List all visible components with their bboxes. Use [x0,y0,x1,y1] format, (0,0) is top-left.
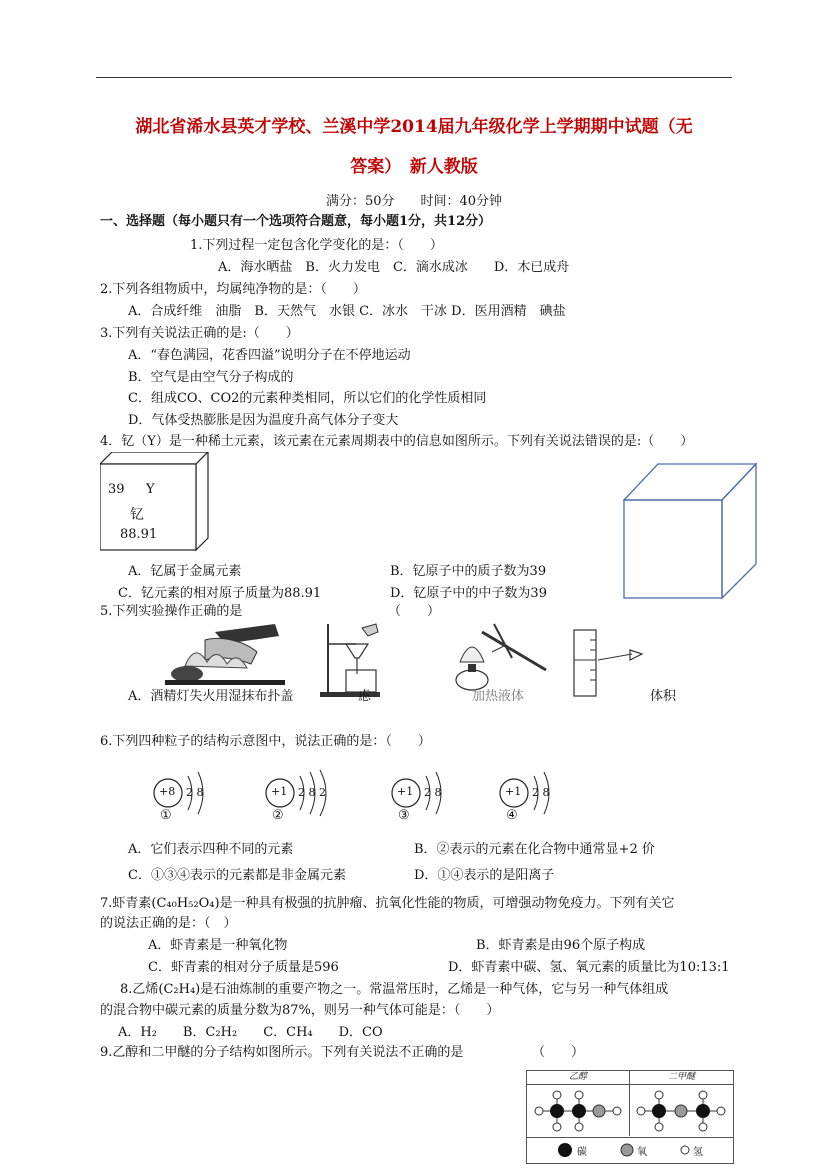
fig-filtration [318,622,388,704]
header-rule [96,77,732,78]
particle-1-label: ① [160,808,172,823]
particle-2-shells: 2 8 2 [298,786,326,799]
q5-option-d-partial: 体积 [650,689,677,704]
element-cell [100,452,210,556]
molecule-figure [526,1070,734,1164]
particle-2 [262,768,352,822]
fig-read-volume [570,628,650,704]
q4-option-d: D．钇原子中的中子数为39 [390,586,547,601]
cell-number: 39 [108,482,125,497]
q3-option-d: D．气体受热膨胀是因为温度升高气体分子变大 [128,413,399,428]
particle-2-nucleus: +1 [271,785,288,798]
q4-option-b: B．钇原子中的质子数为39 [390,564,547,579]
legend-oxygen: 氧 [637,1147,647,1158]
particle-2-label: ② [272,808,284,823]
fig-label-dimethyl-ether: 二甲醚 [630,1071,733,1085]
q4-stem: 4．钇（Y）是一种稀土元素，该元素在元素周期表中的信息如图所示。下列有关说法错误的是:（ ） [100,434,694,449]
q5-option-a: A．酒精灯失火用湿抹布扑盖 [128,685,293,704]
particle-3-shells: 2 8 [424,786,442,799]
q4-option-a: A．钇属于金属元素 [128,564,242,579]
q7-option-c: C．虾青素的相对分子质量是596 [148,960,339,975]
q1-stem: 1.下列过程一定包含化学变化的是：（ ） [190,238,443,253]
q7-stem-line-1: 7.虾青素(C₄₀H₅₂O₄)是一种具有极强的抗肿瘤、抗氧化性能的物质，可增强动物免疫力。下列有关它 [100,896,675,911]
exam-meta: 满分：50分 时间：40分钟 [325,194,503,209]
q4-option-c: C．钇元素的相对原子质量为88.91 [118,586,322,601]
fig-label-ethanol: 乙醇 [527,1071,630,1085]
q2-stem: 2.下列各组物质中，均属纯净物的是：（ ） [100,282,366,297]
cell-mass: 88.91 [120,527,158,542]
title-line-1: 湖北省浠水县英才学校、兰溪中学2014届九年级化学上学期期中试题（无 [135,117,693,137]
particle-4-label: ④ [506,808,518,823]
particle-3-label: ③ [398,808,410,823]
q8-stem-line-1: 8.乙烯(C₂H₄)是石油炼制的重要产物之一。常温常压时，乙烯是一种气体，它与另一种气体组成 [120,982,669,997]
cell-symbol: Y [146,482,155,497]
q9-stem: 9.乙醇和二甲醚的分子结构如图所示。下列有关说法不正确的是 [100,1045,464,1060]
q3-option-a: A．“春色满园，花香四溢”说明分子在不停地运动 [128,348,411,363]
q3-option-c: C．组成CO、CO2的元素种类相同，所以它们的化学性质相同 [128,391,487,406]
q8-options: A．H₂ B．C₂H₂ C．CH₄ D．CO [118,1025,383,1040]
q1-options: A．海水晒盐 B．火力发电 C．滴水成冰 D．木已成舟 [218,260,570,275]
q5-option-c-partial: 加热液体 [472,689,525,704]
legend-carbon: 碳 [577,1147,587,1158]
section-heading: 一、选择题（每小题只有一个选项符合题意，每小题1分，共12分） [100,214,492,229]
q3-option-b: B．空气是由空气分子构成的 [128,370,294,385]
q9-paren: （ ） [532,1045,585,1060]
cube-figure [620,460,760,604]
molecule-structures [527,1085,733,1137]
particle-4-shells: 2 8 [532,786,550,799]
cell-name: 钇 [130,507,144,523]
q5-stem: 5.下列实验操作正确的是 [100,604,243,619]
q3-stem: 3.下列有关说法正确的是:（ ） [100,326,299,341]
q6-option-c: C．①③④表示的元素都是非金属元素 [128,868,346,883]
q5-option-b-partial: 虑 [358,689,372,704]
q6-stem: 6.下列四种粒子的结构示意图中，说法正确的是：（ ） [100,734,431,749]
particle-1 [150,768,230,822]
q7-stem-line-2: 的说法正确的是：（ ） [100,916,237,931]
q7-option-a: A．虾青素是一种氧化物 [148,938,288,953]
fig-legend-rule [527,1137,733,1138]
q7-option-b: B．虾青素是由96个原子构成 [476,938,646,953]
q5-paren: （ ） [388,604,441,619]
legend-hydrogen: 氢 [693,1147,703,1158]
q8-stem-line-2: 的混合物中碳元素的质量分数为87%，则另一种气体可能是：（ ） [100,1003,500,1018]
q6-option-b: B．②表示的元素在化合物中通常显+2 价 [414,842,655,857]
particle-3 [388,768,468,822]
title-line-2: 答案） 新人教版 [350,157,478,177]
q6-option-d: D．①④表示的是阳离子 [414,868,555,883]
particle-1-nucleus: +8 [159,785,176,798]
particle-1-shells: 2 8 [186,786,204,799]
q7-option-d: D．虾青素中碳、氢、氧元素的质量比为10:13:1 [448,960,730,975]
q6-option-a: A．它们表示四种不同的元素 [128,842,294,857]
particle-3-nucleus: +1 [397,785,414,798]
q2-options: A．合成纤维 油脂 B．天然气 水银 C．冰水 干冰 D．医用酒精 碘盐 [128,304,566,319]
particle-4-nucleus: +1 [505,785,522,798]
particle-4 [496,768,576,822]
